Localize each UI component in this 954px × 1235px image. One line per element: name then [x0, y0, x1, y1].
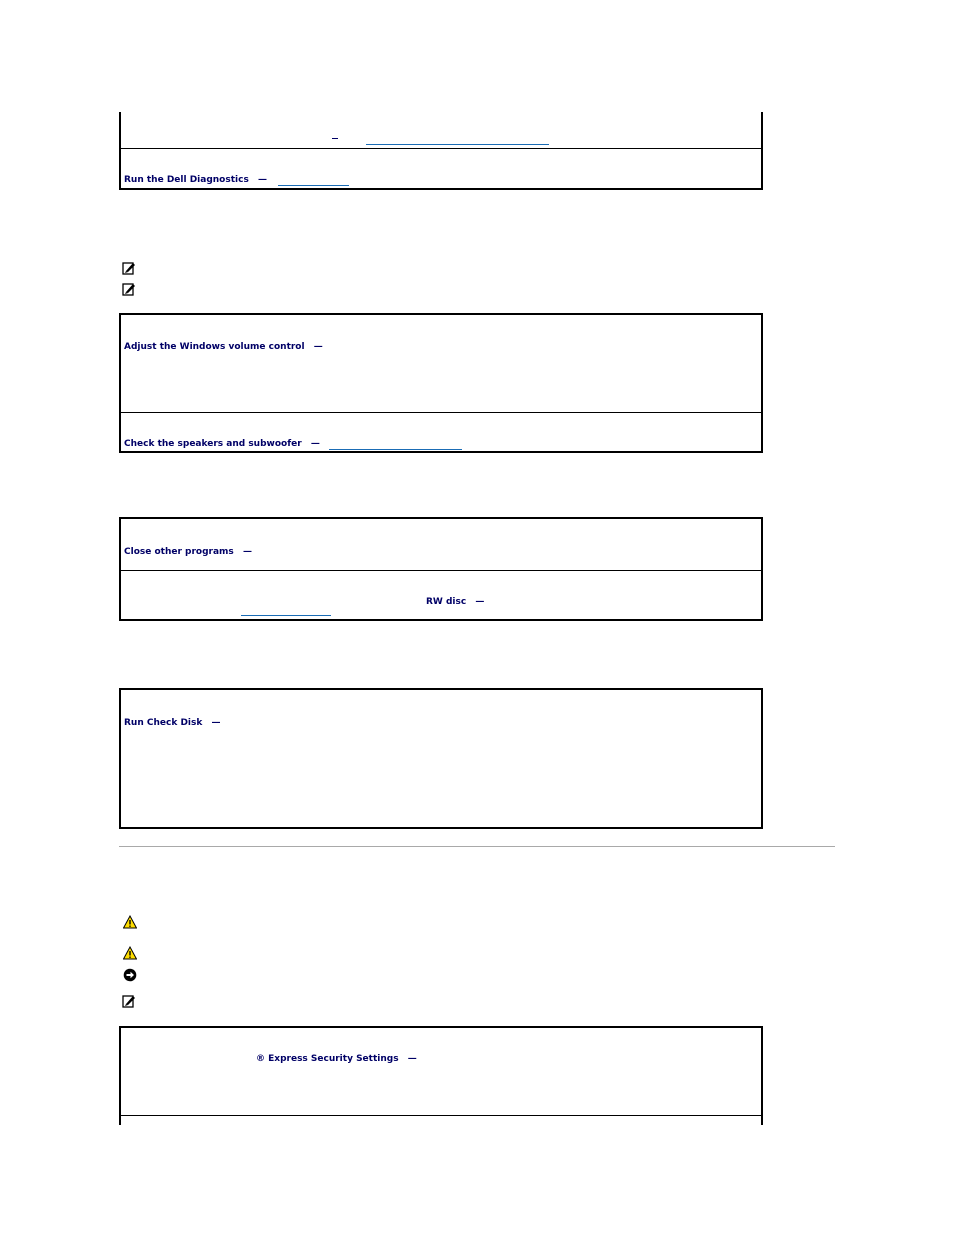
label-text: Run Check Disk [124, 718, 203, 728]
row-label [256, 1054, 417, 1065]
dash-text: — [310, 439, 320, 449]
label-text: Check the speakers and subwoofer [124, 439, 302, 449]
label-text: Close other programs [124, 547, 234, 557]
dash-mark [332, 138, 338, 139]
table-row [121, 412, 761, 451]
table-check-disk [119, 688, 763, 829]
note-icon [122, 261, 136, 275]
row-label [124, 439, 320, 450]
hyperlink[interactable] [329, 449, 462, 450]
table-security [119, 1026, 763, 1125]
notice-icon [123, 968, 137, 982]
label-text: RW disc [426, 597, 467, 607]
dash-text: — [211, 718, 221, 728]
table-row [121, 112, 761, 148]
row-label [124, 718, 221, 729]
table-row [121, 690, 761, 827]
dash-text: — [257, 175, 267, 185]
table-diagnostics [119, 112, 763, 190]
note-icon [122, 282, 136, 296]
dash-text: — [242, 547, 252, 557]
label-text: ® Express Security Settings [256, 1054, 399, 1064]
table-programs [119, 517, 763, 621]
hyperlink[interactable] [366, 144, 549, 145]
table-row [121, 315, 761, 412]
label-text: Run the Dell Diagnostics [124, 175, 249, 185]
row-label [124, 547, 252, 558]
table-row [121, 1028, 761, 1115]
note-icon [122, 994, 136, 1008]
table-row [121, 570, 761, 619]
caution-icon [123, 946, 137, 960]
row-label [426, 597, 484, 608]
section-divider [119, 846, 835, 847]
row-label [124, 342, 323, 353]
dash-text: — [475, 597, 485, 607]
dash-text: — [313, 342, 323, 352]
caution-icon [123, 915, 137, 929]
table-row [121, 519, 761, 570]
label-text: Adjust the Windows volume control [124, 342, 305, 352]
table-row [121, 1115, 761, 1125]
dash-text: — [407, 1054, 417, 1064]
row-label [124, 175, 267, 186]
table-row [121, 148, 761, 188]
hyperlink[interactable] [278, 185, 349, 186]
hyperlink[interactable] [241, 615, 331, 616]
table-sound [119, 313, 763, 453]
